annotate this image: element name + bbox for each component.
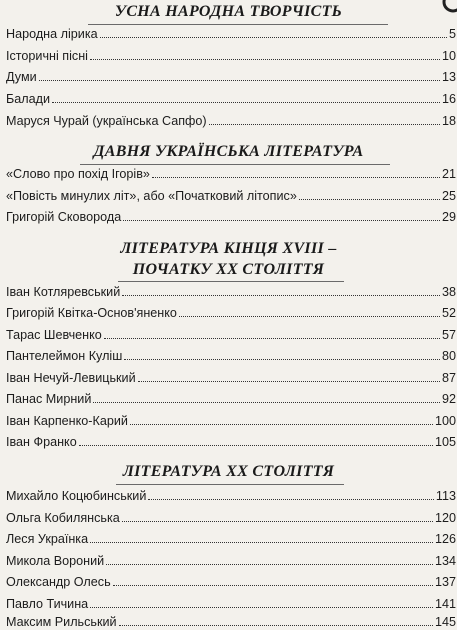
toc-entry-title: Іван Котляревський	[6, 285, 121, 299]
toc-entry[interactable]	[6, 432, 456, 450]
toc-entry[interactable]	[6, 368, 456, 386]
toc-entry[interactable]	[6, 111, 456, 129]
toc-entry-title: Олександр Олесь	[6, 575, 111, 589]
toc-entry-page: 105	[434, 435, 456, 449]
toc-entry-page: 25	[441, 189, 456, 203]
dot-leader	[90, 607, 433, 608]
toc-entry[interactable]	[6, 303, 456, 321]
toc-entry-title: Григорій Сковорода	[6, 210, 122, 224]
toc-entry[interactable]	[6, 508, 456, 526]
toc-entry[interactable]	[6, 164, 456, 182]
toc-entry-page: 137	[434, 575, 456, 589]
toc-entry-page: 38	[441, 285, 456, 299]
dot-leader	[100, 37, 447, 38]
toc-entry-page: 52	[441, 306, 456, 320]
toc-entry[interactable]	[6, 46, 456, 64]
dot-leader	[39, 80, 440, 81]
toc-entry-title: Панас Мирний	[6, 392, 92, 406]
toc-entry-title: Іван Нечуй-Левицький	[6, 371, 136, 385]
toc-entry-title: «Повість минулих літ», або «Початковий літопис»	[6, 189, 297, 203]
toc-entry-page: 10	[441, 49, 456, 63]
dot-leader	[209, 124, 440, 125]
toc-entry-title: Іван Франко	[6, 435, 77, 449]
toc-entry[interactable]	[6, 186, 456, 204]
section-divider	[116, 484, 344, 485]
toc-entry[interactable]	[6, 389, 456, 407]
dot-leader	[122, 521, 433, 522]
toc-entry-page: 57	[441, 328, 456, 342]
toc-entry-title: Леся Українка	[6, 532, 89, 546]
toc-entry[interactable]	[6, 346, 456, 364]
toc-entry-page: 92	[441, 392, 456, 406]
toc-entry-page: 145	[434, 615, 456, 629]
toc-entry-title: Ольга Кобилянська	[6, 511, 120, 525]
dot-leader	[179, 316, 440, 317]
toc-entry-page: 120	[434, 511, 456, 525]
dot-leader	[93, 402, 440, 403]
dot-leader	[52, 102, 440, 103]
toc-entry[interactable]	[6, 207, 456, 225]
toc-entry-title: Григорій Квітка-Основ'яненко	[6, 306, 177, 320]
toc-entry-page: 21	[441, 167, 456, 181]
dot-leader	[299, 199, 440, 200]
dot-leader	[106, 564, 433, 565]
dot-leader	[90, 542, 433, 543]
dot-leader	[90, 59, 440, 60]
toc-entry-title: Думи	[6, 70, 37, 84]
toc-entry-page: 5	[448, 27, 456, 41]
toc-entry-page: 134	[434, 554, 456, 568]
toc-entry-page: 16	[441, 92, 456, 106]
toc-entry[interactable]	[6, 325, 456, 343]
toc-entry-page: 113	[435, 489, 456, 503]
toc-entry[interactable]	[6, 24, 456, 42]
toc-entry[interactable]	[6, 612, 456, 630]
toc-entry[interactable]	[6, 89, 456, 107]
toc-entry-page: 141	[434, 597, 456, 611]
toc-entry[interactable]	[6, 551, 456, 569]
toc-entry-page: 18	[441, 114, 456, 128]
dot-leader	[130, 424, 433, 425]
section-heading: УСНА НАРОДНА ТВОРЧІСТЬ	[114, 3, 343, 20]
toc-entry-page: 100	[434, 414, 456, 428]
dot-leader	[113, 585, 433, 586]
toc-entry-title: Максим Рильський	[6, 615, 117, 629]
dot-leader	[124, 359, 440, 360]
toc-entry-title: Павло Тичина	[6, 597, 89, 611]
toc-entry[interactable]	[6, 529, 456, 547]
section-heading: ДАВНЯ УКРАЇНСЬКА ЛІТЕРАТУРА	[93, 143, 364, 160]
toc-entry-title: Михайло Коцюбинський	[6, 489, 147, 503]
dot-leader	[123, 220, 440, 221]
toc-entry[interactable]	[6, 572, 456, 590]
toc-entry-title: Микола Вороний	[6, 554, 105, 568]
toc-entry-title: Іван Карпенко-Карий	[6, 414, 128, 428]
toc-entry[interactable]	[6, 594, 456, 612]
section-heading: ЛІТЕРАТУРА КІНЦЯ XVIII – ПОЧАТКУ XX СТОЛІТТЯ	[120, 240, 337, 278]
toc-entry-title: Балади	[6, 92, 51, 106]
dot-leader	[104, 338, 440, 339]
toc-entry-page: 80	[441, 349, 456, 363]
toc-entry-page: 126	[434, 532, 456, 546]
toc-entry-title: Маруся Чурай (українська Сапфо)	[6, 114, 207, 128]
dot-leader	[148, 499, 434, 500]
dot-leader	[122, 295, 440, 296]
toc-entry-title: «Слово про похід Ігорів»	[6, 167, 150, 181]
toc-entry-title: Історичні пісні	[6, 49, 88, 63]
toc-entry-page: 13	[441, 70, 456, 84]
dot-leader	[79, 445, 433, 446]
toc-entry-title: Тарас Шевченко	[6, 328, 102, 342]
toc-entry-page: 29	[441, 210, 456, 224]
toc-entry[interactable]	[6, 411, 456, 429]
section-heading: ЛІТЕРАТУРА XX СТОЛІТТЯ	[122, 463, 335, 480]
dot-leader	[119, 625, 433, 626]
dot-leader	[138, 381, 440, 382]
toc-entry[interactable]	[6, 67, 456, 85]
toc-entry[interactable]	[6, 282, 456, 300]
toc-entry-title: Народна лірика	[6, 27, 98, 41]
toc-entry-page: 87	[441, 371, 456, 385]
toc-entry[interactable]	[6, 486, 456, 504]
dot-leader	[152, 177, 440, 178]
toc-entry-title: Пантелеймон Куліш	[6, 349, 123, 363]
